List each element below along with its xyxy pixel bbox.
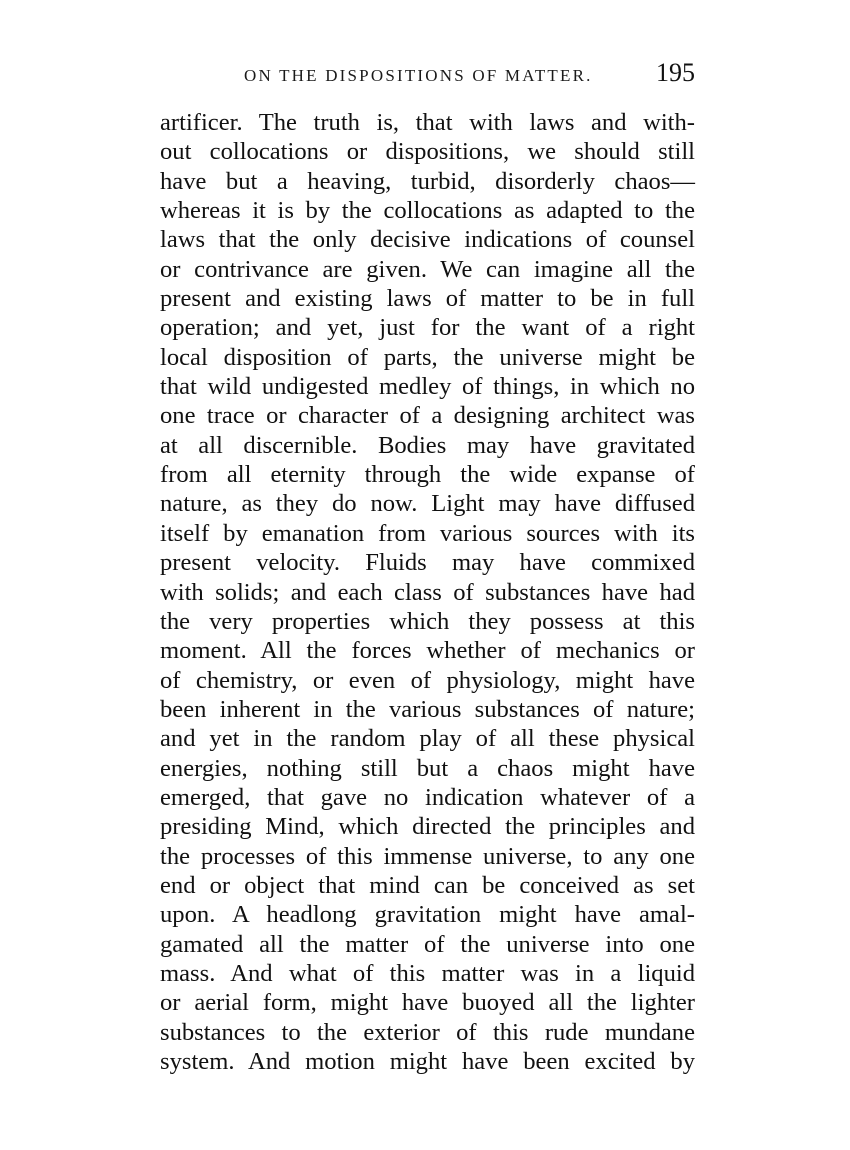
text-line: artificer. The truth is, that with laws and with- <box>160 109 695 136</box>
page-number: 195 <box>656 58 695 87</box>
text-line: of chemistry, or even of physiology, might have <box>160 666 695 694</box>
text-line: the very properties which they possess at this <box>160 607 695 635</box>
text-line: itself by emanation from various sources with its <box>160 519 695 547</box>
text-line: or aerial form, might have buoyed all the lighter <box>160 989 695 1017</box>
text-line: present velocity. Fluids may have commixed <box>160 549 695 577</box>
text-line: that wild undigested medley of things, in which no <box>160 373 695 401</box>
body-text <box>160 108 695 1076</box>
text-line: out collocations or dispositions, we should still <box>160 138 695 166</box>
text-line: local disposition of parts, the universe might be <box>160 343 695 371</box>
text-line: upon. A headlong gravitation might have amal- <box>160 901 695 929</box>
text-line: have but a heaving, turbid, disorderly chaos— <box>160 167 695 195</box>
text-line: presiding Mind, which directed the principles and <box>160 813 695 841</box>
text-line: from all eternity through the wide expanse of <box>160 461 695 489</box>
text-line: at all discernible. Bodies may have gravitated <box>160 431 695 459</box>
text-line: with solids; and each class of substances have had <box>160 578 695 606</box>
text-line: been inherent in the various substances of nature; <box>160 695 695 723</box>
text-line: and yet in the random play of all these physical <box>160 725 695 753</box>
text-line: present and existing laws of matter to be in full <box>160 285 695 313</box>
text-line: mass. And what of this matter was in a liquid <box>160 959 695 987</box>
text-line: whereas it is by the collocations as adapted to the <box>160 197 695 225</box>
text-line: or contrivance are given. We can imagine all the <box>160 255 695 283</box>
text-line: gamated all the matter of the universe into one <box>160 930 695 958</box>
text-line: operation; and yet, just for the want of a right <box>160 314 695 342</box>
running-head <box>160 56 695 96</box>
text-line: moment. All the forces whether of mechanics or <box>160 637 695 665</box>
text-line: emerged, that gave no indication whatever of a <box>160 783 695 811</box>
text-line: the processes of this immense universe, to any one <box>160 842 695 870</box>
text-line: energies, nothing still but a chaos might have <box>160 754 695 782</box>
text-line: end or object that mind can be conceived as set <box>160 871 695 899</box>
text-line: laws that the only decisive indications of counsel <box>160 226 695 254</box>
text-line: nature, as they do now. Light may have diffused <box>160 490 695 518</box>
text-line: one trace or character of a designing architect was <box>160 402 695 430</box>
text-line: system. And motion might have been excited by <box>160 1048 695 1075</box>
running-title: ON THE DISPOSITIONS OF MATTER. <box>244 66 593 85</box>
text-line: substances to the exterior of this rude mundane <box>160 1018 695 1046</box>
